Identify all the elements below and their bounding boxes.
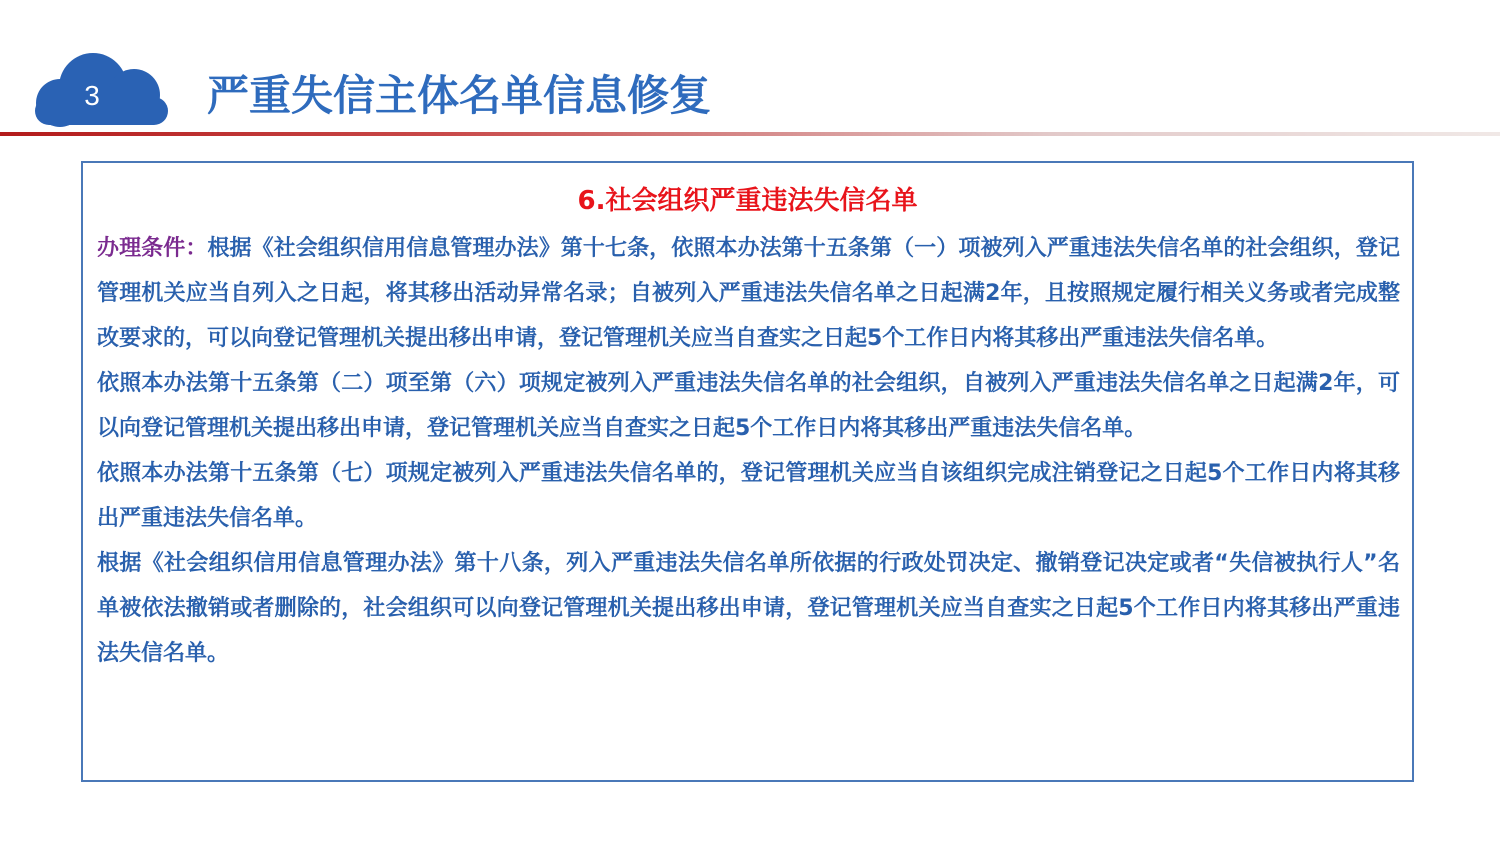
paragraph-text: 依照本办法第十五条第（七）项规定被列入严重违法失信名单的，登记管理机关应当自该组织完成注销登记之日起5个工作日内将其移出严重违法失信名单。 xyxy=(97,461,1400,531)
paragraph-text: 依照本办法第十五条第（二）项至第（六）项规定被列入严重违法失信名单的社会组织，自被列入严重违法失信名单之日起满2年，可以向登记管理机关提出移出申请，登记管理机关应当自查实之日起5个工作日内将其移出严重违法失信名单。 xyxy=(97,371,1400,441)
conditions-label: 办理条件： xyxy=(97,236,208,261)
paragraph xyxy=(97,451,1400,541)
content-box xyxy=(81,161,1414,782)
paragraph-text: 根据《社会组织信用信息管理办法》第十七条，依照本办法第十五条第（一）项被列入严重违法失信名单的社会组织，登记管理机关应当自列入之日起，将其移出活动异常名录；自被列入严重违法失信名单之日起满2年，且按照规定履行相关义务或者完成整改要求的，可以向登记管理机关提出移出申请，登记管理机关应当自查实之日起5个工作日内将其移出严重违法失信名单。 xyxy=(97,236,1400,351)
content-heading: 6.社会组织严重违法失信名单 xyxy=(577,186,918,216)
content-body xyxy=(97,226,1400,676)
paragraph-text: 根据《社会组织信用信息管理办法》第十八条，列入严重违法失信名单所依据的行政处罚决定、撤销登记决定或者“失信被执行人”名单被依法撤销或者删除的，社会组织可以向登记管理机关提出移出申请，登记管理机关应当自查实之日起5个工作日内将其移出严重违法失信名单。 xyxy=(97,551,1400,666)
paragraph xyxy=(97,541,1400,676)
page-title: 严重失信主体名单信息修复 xyxy=(207,71,712,120)
title-divider xyxy=(0,132,1500,136)
paragraph xyxy=(97,226,1400,361)
paragraph xyxy=(97,361,1400,451)
section-number: 3 xyxy=(84,80,100,111)
